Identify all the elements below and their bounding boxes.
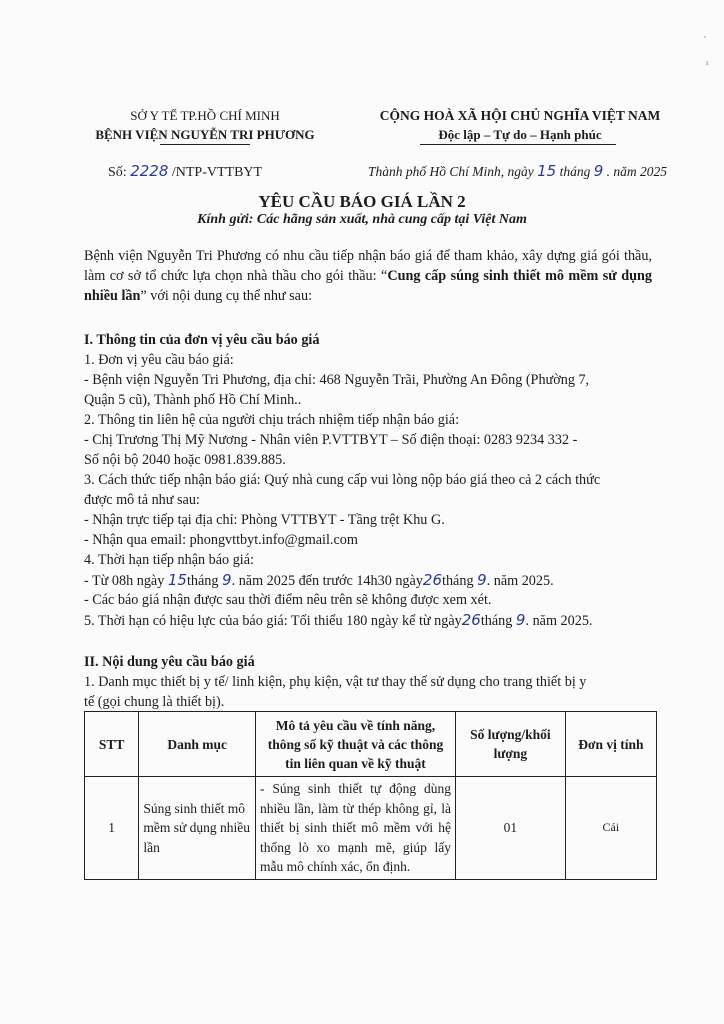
header-stt: STT [85,712,139,777]
s2-item1-a: 1. Danh mục thiết bị y tế/ linh kiện, phụ kiện, vật tư thay thế sử dụng cho trang thiết bị y [84,674,587,690]
s1-item5 [84,610,592,631]
cell-quantity: 01 [455,777,565,880]
header-quantity: Số lượng/khối lượng [455,712,565,777]
s1-item4: 4. Thời hạn tiếp nhận báo giá: [84,552,254,568]
s1-item1-detail-a: - Bệnh viện Nguyễn Tri Phương, địa chỉ: 468 Nguyễn Trãi, Phường An Đông (Phường 7, [84,372,590,388]
year-label: . năm 2025 [606,164,668,179]
scan-mark: ı [706,58,709,67]
handwritten-validity-month: 9 [515,611,526,629]
intro-paragraph [84,246,652,306]
handwritten-number: 2228 [130,162,169,180]
handwritten-from-day: 15 [167,571,187,589]
cell-unit: Cái [565,777,656,880]
range-middle: . năm 2025 đến trước 14h30 ngày [231,573,423,589]
range-end: . năm 2025. [486,573,554,589]
s1-item2-detail-a: - Chị Trương Thị Mỹ Nương - Nhân viên P.VTTBYT – Số điện thoại: 0283 9234 332 - [84,432,578,448]
handwritten-to-day: 26 [422,571,443,589]
from-prefix: - Từ 08h ngày [84,573,165,589]
table-row [85,777,657,880]
national-motto: Độc lập – Tự do – Hạnh phúc [438,127,602,142]
handwritten-day: 15 [537,162,557,180]
s1-item1-detail-b: Quận 5 cũ), Thành phố Hồ Chí Minh.. [84,392,302,408]
section-1-heading: I. Thông tin của đơn vị yêu cầu báo giá [84,332,320,348]
s2-item1-b: tế (gọi chung là thiết bị). [84,694,225,710]
date-prefix: Thành phố Hồ Chí Minh, ngày [368,164,534,179]
month-label: tháng [186,573,219,589]
national-header [360,106,680,144]
s1-item2-detail-b: Số nội bộ 2040 hoặc 0981.839.885. [84,452,286,468]
handwritten-month: 9 [593,162,604,180]
package-name: Cung cấp súng sinh thiết mô mềm sử dụng nhiều lần [84,268,652,304]
header-unit: Đơn vị tính [565,712,656,777]
department-name: SỞ Y TẾ TP.HỒ CHÍ MINH [130,108,280,123]
document-recipient: Kính gửi: Các hãng sản xuất, nhà cung cấp tại Việt Nam [197,212,527,227]
cell-stt: 1 [85,777,139,880]
handwritten-validity-day: 26 [461,611,481,629]
s1-item2: 2. Thông tin liên hệ của người chịu trách nhiệm tiếp nhận báo giá: [84,412,460,428]
issuer-header [60,106,350,144]
month-label: tháng [480,613,513,629]
handwritten-from-month: 9 [222,571,232,589]
s1-item3-b: được mô tả như sau: [84,492,200,508]
intro-text-after: ” với nội dung cụ thể như sau: [140,288,313,304]
document-date [368,162,667,180]
header-divider-left [160,144,250,145]
equipment-table [84,711,657,880]
number-suffix: /NTP-VTTBYT [171,165,263,180]
scan-mark: , [704,30,706,39]
intro-text-before: Bệnh viện Nguyễn Tri Phương có nhu cầu tiếp nhận báo giá để tham khảo, xây dựng giá gói thầu, làm cơ sở tổ chức lựa chọn nhà thầu cho gói thầu: “ [84,248,652,284]
validity-end: . năm 2025. [525,613,593,629]
cell-description: - Súng sinh thiết tự động dùng nhiều lần, làm từ thép không gỉ, là thiết bị sinh thiết mô mềm với hệ thống lò xo mạnh mẽ, giúp lấy mẫu mô chính xác, ổn định. [255,777,455,880]
document-number [108,162,262,181]
document-title: YÊU CẦU BÁO GIÁ LẦN 2 [258,192,466,211]
number-label: Số: [108,165,127,180]
validity-prefix: 5. Thời hạn có hiệu lực của báo giá: Tối thiểu 180 ngày kể từ ngày [84,613,462,629]
s1-item4-range [84,570,554,591]
section-2-heading: II. Nội dung yêu cầu báo giá [84,654,255,670]
handwritten-to-month: 9 [477,571,487,589]
month-label: tháng [559,164,591,179]
s1-item1: 1. Đơn vị yêu cầu báo giá: [84,352,234,368]
cell-name: Súng sinh thiết mô mềm sử dụng nhiều lần [139,777,256,880]
s1-item4-note: - Các báo giá nhận được sau thời điểm nêu trên sẽ không được xem xét. [84,592,492,608]
s1-item3-a: 3. Cách thức tiếp nhận báo giá: Quý nhà cung cấp vui lòng nộp báo giá theo cả 2 cách thức [84,472,601,488]
national-title: CỘNG HOÀ XÃ HỘI CHỦ NGHĨA VIỆT NAM [379,108,661,123]
table-header-row [85,712,657,777]
month-label: tháng [442,573,474,589]
s1-item3-detail1: - Nhận trực tiếp tại địa chỉ: Phòng VTTBYT - Tầng trệt Khu G. [84,512,445,528]
s1-item3-detail2: - Nhận qua email: phongvttbyt.info@gmail.com [84,532,358,548]
hospital-name: BỆNH VIỆN NGUYỄN TRI PHƯƠNG [95,127,315,142]
header-name: Danh mục [139,712,256,777]
header-divider-right [420,144,616,145]
header-description: Mô tả yêu cầu về tính năng, thông số kỹ thuật và các thông tin liên quan về kỹ thuật [255,712,455,777]
